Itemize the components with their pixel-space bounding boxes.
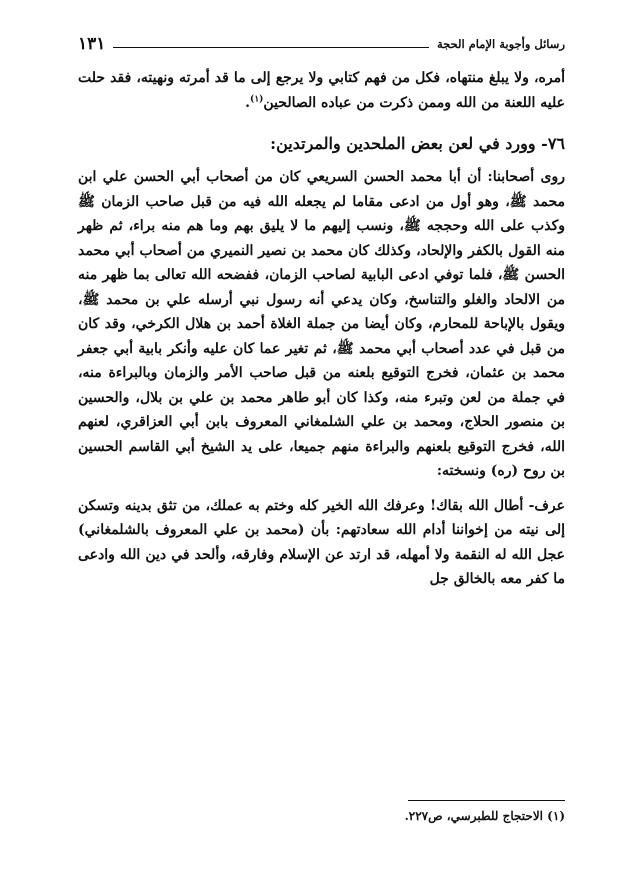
footnote: (١) الاحتجاج للطبرسي، ص٢٢٧. — [404, 809, 565, 823]
paragraph-continuation — [78, 66, 565, 115]
page-body — [78, 66, 565, 592]
paragraph-end: . — [245, 94, 251, 111]
section-heading: ٧٦- وورد في لعن بعض الملحدين والمرتدين: — [270, 134, 565, 153]
paragraph-text: أمره، ولا يبلغ منتهاه، فكل من فهم كتابي ولا يرجع إلى ما قد أمرته ونهيته، فقد حلت عليه اللعنة من الله وممن ذكرت من عباده الصالحين — [78, 70, 565, 111]
running-title: رسائل وأجوبة الإمام الحجة — [436, 37, 565, 51]
page-number: ١٣١ — [78, 34, 106, 54]
page-header — [78, 32, 565, 54]
header-rule — [113, 47, 429, 48]
paragraph-narration: روى أصحابنا: أن أبا محمد الحسن السريعي كان من أصحاب أبي الحسن علي ابن محمد ﷺ، وهو أول من ادعى مقاما لم يجعله الله فيه من قبل صاحب الزمان ﷺ وكذب على الله وحججه ﷺ، ونسب إليهم ما لا يليق بهم وما هم منه براء، ثم ظهر منه القول بالكفر والإلحاد، وكذلك كان محمد بن نصير النميري من أصحاب أبي محمد الحسن ﷺ، فلما توفي ادعى البابية لصاحب الزمان، ففضحه الله تعالى بما ظهر منه من الالحاد والغلو والتناسخ، وكان يدعي أنه رسول نبي أرسله علي بن محمد ﷺ، ويقول بالإباحة للمحارم، وكان أيضا من جملة الغلاة أحمد بن هلال الكرخي، وقد كان من قبل في عدد أصحاب أبي محمد ﷺ، ثم تغير عما كان عليه وأنكر بابية أبي جعفر محمد بن عثمان، فخرج التوقيع بلعنه من قبل صاحب الأمر والزمان وبالبراءة منه، في جملة من لعن وتبرء منه، وكذا كان أبو طاهر محمد بن علي بن بلال، والحسين بن منصور الحلاج، ومحمد بن علي الشلمغاني المعروف بابن أبي العزاقري، لعنهم الله، فخرج التوقيع بلعنهم والبراءة منهم جميعا، على يد الشيخ أبي القاسم الحسين بن روح (ره) ونسخته: — [78, 169, 565, 479]
paragraph-letter: عرف- أطال الله بقاك! وعرفك الله الخير كله وختم به عملك، من تثق بدينه وتسكن إلى نيته من إخواننا أدام الله سعادتهم: بأن (محمد بن علي المعروف بالشلمغاني) عجل الله له النقمة ولا أمهله، قد ارتد عن الإسلام وفارقه، وألحد في دين الله وادعى ما كفر معه بالخالق جل — [78, 497, 565, 587]
footnote-rule — [408, 800, 565, 801]
footnote-reference: (١) — [250, 93, 264, 104]
